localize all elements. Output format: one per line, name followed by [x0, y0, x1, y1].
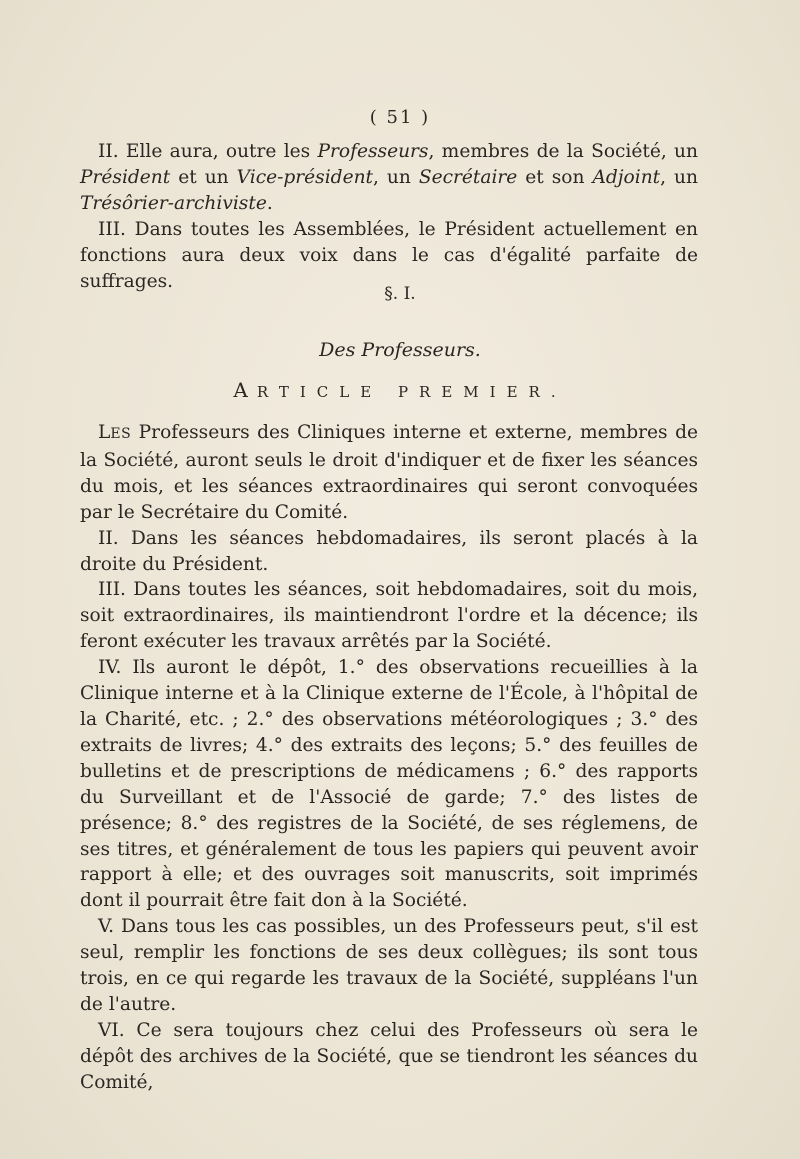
italic-term: Président — [80, 166, 171, 188]
paragraph-article-4: IV. Ils auront le dépôt, 1.° des observations recueillies à la Clinique interne et à la Clinique externe de l'École, à l'hôpital de la Charité, etc. ; 2.° des observations météorologiques ; 3.° des extraits de livres; 4.° des extraits des leçons; 5.° des feuilles de bulletins et de prescriptions de médicamens ; 6.° des rapports du Surveillant et de l'Associé de garde; 7.° des listes de présence; 8.° des registres de la Société, de ses réglemens, de ses titres, et généralement de tous les papiers qui peuvent avoir rapport à elle; et des ouvrages soit manuscrits, soit imprimés dont il pourrait être fait don à la Société. — [80, 657, 698, 912]
paragraph-article-6: VI. Ce sera toujours chez celui des Professeurs où sera le dépôt des archives de la Société, que se tiendront les séances du Comité, — [80, 1019, 698, 1093]
article-body — [80, 420, 698, 1096]
intro-articles — [80, 139, 698, 294]
italic-term: Secrétaire — [418, 166, 518, 188]
italic-term: Adjoint — [592, 166, 661, 188]
section-title: Des Professeurs. — [319, 339, 481, 361]
text-run: et son — [517, 166, 593, 188]
page-number: ( 51 ) — [369, 107, 431, 128]
text-run: et un — [170, 166, 237, 188]
article-heading-rest: RTICLE PREMIER. — [256, 383, 567, 401]
text-run: Professeurs des Cliniques interne et externe, membres de la Société, auront seuls le droit d'indiquer et de fixer les séances du mois, et les séances extraordinaires qui seront convoquées par le Secrétaire du Comité. — [80, 422, 698, 523]
paragraph-intro-iii: III. Dans toutes les Assemblées, le Président actuellement en fonctions aura deux voix dans le cas d'égalité parfaite de suffrages. — [80, 218, 698, 292]
italic-term: Vice-président — [236, 166, 374, 188]
text-run: , membres de la Société, un — [428, 141, 699, 162]
lead-capital: L — [98, 422, 111, 443]
italic-term: Professeurs — [317, 141, 429, 162]
lead-small-caps: ES — [110, 426, 132, 442]
paragraph-article-1 — [80, 420, 698, 526]
paragraph-article-5: V. Dans tous les cas possibles, un des Professeurs peut, s'il est seul, remplir les fonctions de ses deux collègues; ils sont tous trois, en ce qui regarde les travaux de la Société, suppléans l'un de l'autre. — [80, 916, 698, 1015]
paragraph-article-3: III. Dans toutes les séances, soit hebdomadaires, soit du mois, soit extraordinaires, ils maintiendront l'ordre et la décence; ils feront exécuter les travaux arrêtés par la Société. — [80, 579, 698, 653]
italic-term: Trésôrier-archiviste — [80, 192, 267, 214]
article-heading — [0, 378, 800, 402]
text-run: Elle aura, outre les — [118, 141, 318, 162]
section-mark: §. I. — [384, 284, 416, 304]
paragraph-article-2: II. Dans les séances hebdomadaires, ils seront placés à la droite du Président. — [80, 527, 698, 575]
article-numeral: II. — [98, 141, 119, 162]
article-heading-initial: A — [233, 378, 257, 402]
text-run: . — [266, 192, 273, 214]
paragraph-intro-ii — [80, 139, 698, 217]
text-run: , un — [660, 166, 698, 188]
text-run: , un — [373, 166, 419, 188]
